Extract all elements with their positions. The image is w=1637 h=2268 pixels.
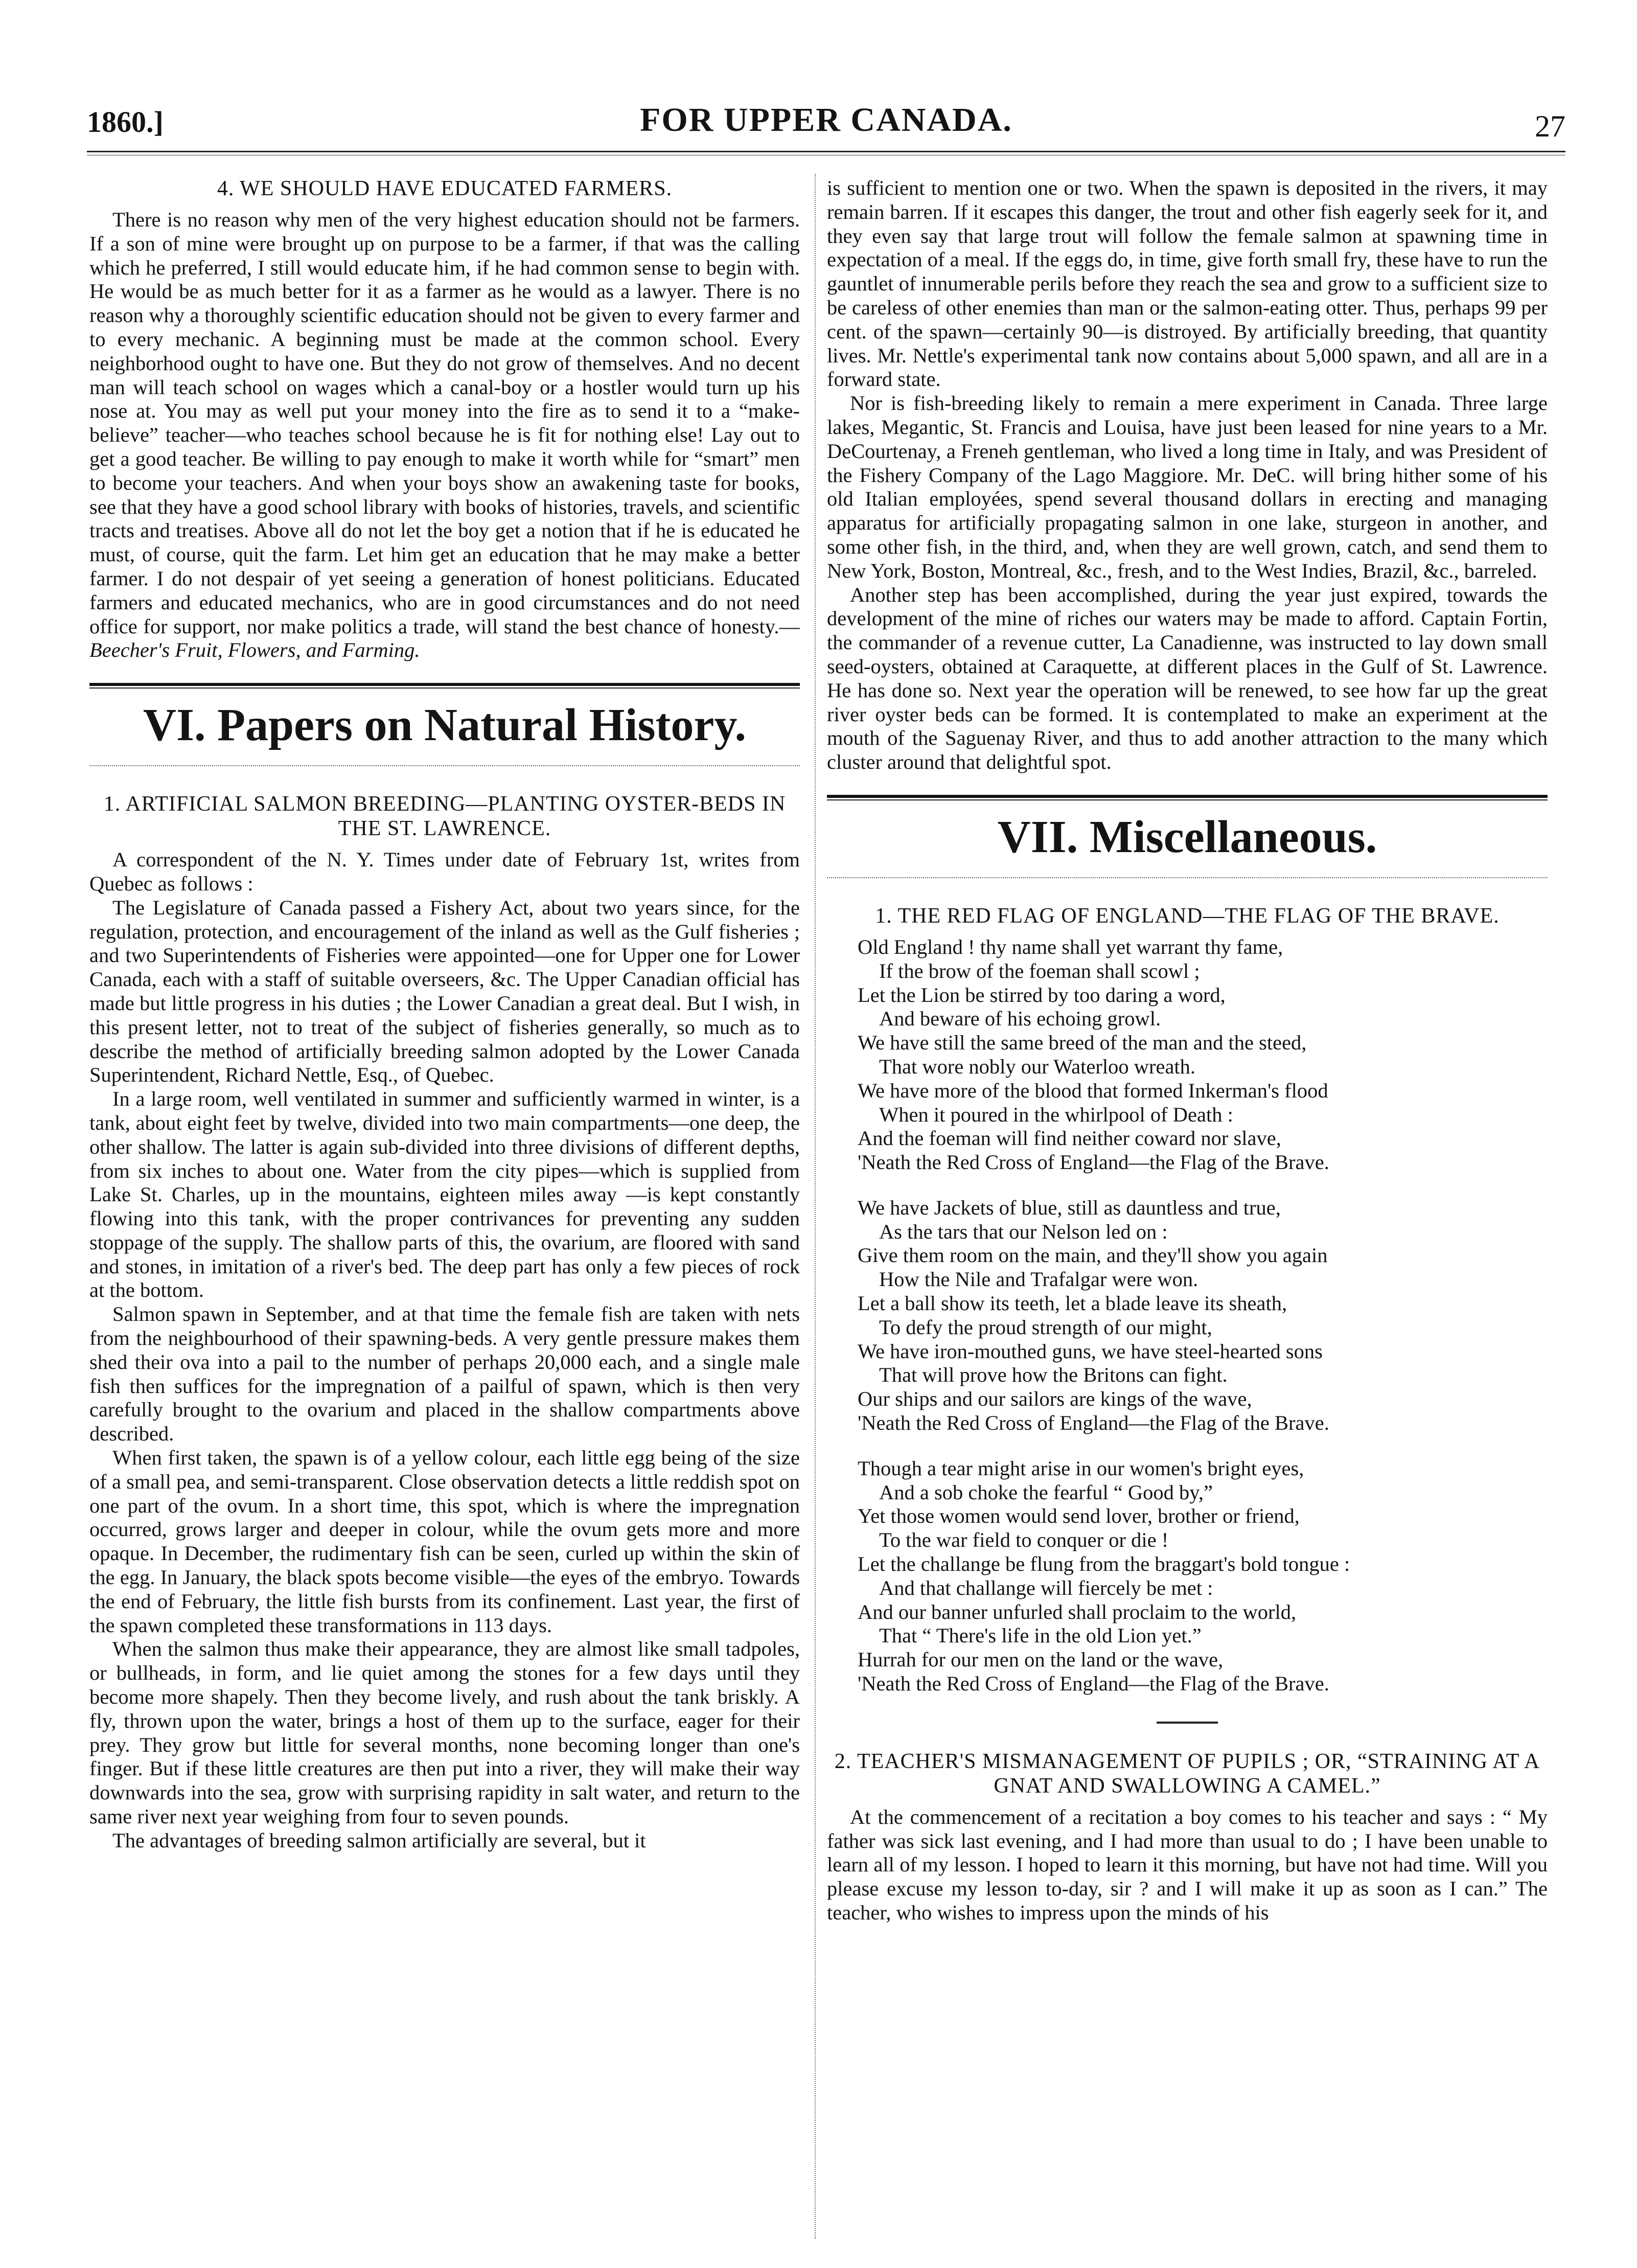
poem-line: Let the challange be flung from the braggart's bold tongue : [858, 1552, 1350, 1576]
poem-line: To the war field to conquer or die ! [879, 1528, 1169, 1552]
poem-line: If the brow of the foeman shall scowl ; [879, 959, 1200, 982]
poem-line: Let a ball show its teeth, let a blade leave its sheath, [858, 1292, 1287, 1315]
left-column [89, 176, 800, 2247]
poem-line: How the Nile and Trafalgar were won. [879, 1268, 1198, 1291]
paragraph-text: There is no reason why men of the very highest education should not be farmers. If a son of mine were brought up on purpose to be a farmer, if that was the calling which he preferred, I still would educate him, if he had common sense to begin with. He would be as much better for it as a farmer as he would as a lawyer. There is no reason why a thoroughly scientific education should not be given to every farmer and to every mechanic. A beginning must be made at the common school. Every neighborhood ought to have one. But they do not grow of themselves. And no decent man will teach school on wages which a canal-boy or a hostler would turn up his nose at. You may as well put your money into the fire as to send it to a “make-believe” teacher—who teaches school because he is fit for nothing else! Lay out to get a good teacher. Be willing to pay enough to make it worth while for “smart” men to become your teachers. And when your boys show an awakening taste for books, see that they have a good school library with books of histories, travels, and scientific tracts and treatises. Above all do not let the boy get a notion that if he is educated he must, of course, quit the farm. Let him get an education that he may make a better farmer. I do not despair of yet seeing a generation of honest politicians. Educated farmers and educated mechanics, who are in good circumstances and do not need office for support, nor make politics a trade, will stand the best chance of honesty.— [89, 208, 800, 638]
source-credit: Beecher's Fruit, Flowers, and Farming. [89, 638, 420, 662]
poem-line: 'Neath the Red Cross of England—the Flag of the Brave. [858, 1151, 1329, 1174]
section-rule-thick [89, 683, 800, 686]
poem-line: When it poured in the whirlpool of Death : [879, 1103, 1233, 1126]
poem-line: And a sob choke the fearful “ Good by,” [879, 1480, 1213, 1504]
paragraph-salmon-cont-2: Nor is fish-breeding likely to remain a mere experiment in Canada. Three large lakes, Megantic, St. Francis and Louisa, have just been leased for nine years to a Mr. DeCourtenay, a Freneh gentleman, who lived a long time in Italy, and was President of the Fishery Company of the Lago Maggiore. Mr. DeC. will bring hither some of his old Italian employées, spend several thousand dollars in erecting and managing apparatus for artificially propagating salmon in one lake, sturgeon in another, and some other fish, in the third, and, when they are well grown, catch, and send them to New York, Boston, Montreal, &c., fresh, and to the West Indies, Brazil, &c., barreled. [827, 392, 1548, 582]
header-rule [87, 151, 1565, 152]
section-title-educated-farmers: 4. WE SHOULD HAVE EDUCATED FARMERS. [217, 177, 673, 200]
poem-line: We have still the same breed of the man and the steed, [858, 1031, 1307, 1055]
section-title-red-flag: 1. THE RED FLAG OF ENGLAND—THE FLAG OF THE BRAVE. [875, 904, 1500, 928]
section-rule-thin [827, 799, 1548, 800]
part-vi-title: VI. Papers on Natural History. [143, 700, 746, 751]
poem-line: Let the Lion be stirred by too daring a word, [858, 983, 1226, 1006]
part-vii-rule [827, 877, 1548, 878]
poem-line: Give them room on the main, and they'll show you again [858, 1244, 1328, 1267]
paragraph-teacher: At the commencement of a recitation a boy comes to his teacher and says : “ My father was sick last evening, and I had more than usual to do ; I have been unable to learn all of my lesson. I hoped to learn it this morning, but have not had time. Will you please excuse my lesson to-day, sir ? and I will make it up as soon as I can.” The teacher, who wishes to impress upon the minds of his [827, 1805, 1548, 1925]
poem-line: Our ships and our sailors are kings of the wave, [858, 1387, 1252, 1411]
paragraph-salmon-3: In a large room, well ventilated in summer and sufficiently warmed in winter, is a tank, about eight feet by twelve, divided into two main compartments—one deep, the other shallow. The latter is again sub-divided into three divisions of different depths, from six inches to about one. Water from the city pipes—which is supplied from Lake St. Charles, up in the mountains, eighteen miles away —is kept constantly flowing into this tank, with the proper contrivances for preventing any sudden stoppage of the supply. The shallow parts of this, the ovarium, are floored with sand and stones, in imitation of a river's bed. The deep part has only a few pieces of rock at the bottom. [89, 1087, 800, 1302]
header-year: 1860.] [87, 105, 164, 139]
poem-line: That wore nobly our Waterloo wreath. [879, 1055, 1196, 1078]
poem-line: Hurrah for our men on the land or the wave, [858, 1648, 1224, 1671]
poem-line: That “ There's life in the old Lion yet.” [879, 1624, 1202, 1647]
part-vii-title: VII. Miscellaneous. [997, 811, 1377, 862]
poem-line: Old England ! thy name shall yet warrant thy fame, [858, 935, 1283, 958]
poem-line: 'Neath the Red Cross of England—the Flag of the Brave. [858, 1672, 1329, 1696]
section-separator [1157, 1722, 1218, 1724]
paragraph-salmon-1: A correspondent of the N. Y. Times under date of February 1st, writes from Quebec as follows : [89, 848, 800, 895]
paragraph-salmon-6: When the salmon thus make their appearance, they are almost like small tadpoles, or bullheads, in form, and lie quiet among the stones for a few days until they become more shapely. Then they become lively, and rush about the tank briskly. A fly, thrown upon the water, brings a host of them up to the surface, eager for their prey. They grow but little for several months, none becoming longer than one's finger. But if these little creatures are then put into a river, they will make their way downwards into the sea, grow with surprising rapidity in salt water, and return to the same river next year weighing from four to seven pounds. [89, 1637, 800, 1828]
paragraph-salmon-4: Salmon spawn in September, and at that time the female fish are taken with nets from the neighbourhood of their spawning-beds. A very gentle pressure makes them shed their ova into a pail to the number of perhaps 20,000 each, and a single male fish then suffices for the impregnation of a pailful of spawn, which is then very carefully brought to the ovarium and placed in the shallow compartments above described. [89, 1302, 800, 1446]
header-title: FOR UPPER CANADA. [640, 101, 1012, 139]
page-number: 27 [1535, 109, 1565, 143]
poem-line: As the tars that our Nelson led on : [879, 1220, 1168, 1243]
part-vi-rule [89, 765, 800, 766]
poem-line: We have iron-mouthed guns, we have steel-hearted sons [858, 1339, 1323, 1363]
poem-line: We have Jackets of blue, still as dauntless and true, [858, 1196, 1281, 1219]
paragraph-salmon-7: The advantages of breeding salmon artificially are several, but it [112, 1828, 646, 1852]
poem-line: And that challange will fiercely be met : [879, 1576, 1213, 1599]
section-title-teacher: 2. TEACHER'S MISMANAGEMENT OF PUPILS ; OR, “STRAINING AT A GNAT AND SWALLOWING A CAMEL.” [834, 1749, 1540, 1798]
poem-line: And the foeman will find neither coward nor slave, [858, 1127, 1281, 1150]
poem-line: And beware of his echoing growl. [879, 1007, 1161, 1030]
paragraph-salmon-cont-3: Another step has been accomplished, during the year just expired, towards the development of the mine of riches our waters may be made to afford. Captain Fortin, the commander of a revenue cutter, La Canadienne, was instructed to lay down small seed-oysters, obtained at Caraquette, at different places in the Gulf of St. Lawrence. He has done so. Next year the operation will be renewed, to see how far up the great river oyster beds can be formed. It is contemplated to make an experiment at the mouth of the Saguenay River, and thus to add another attraction to the many which cluster around that delightful spot. [827, 583, 1548, 774]
section-rule-thick [827, 795, 1548, 798]
poem-line: That will prove how the Britons can fight. [879, 1363, 1228, 1387]
poem-stanza-3 [858, 1457, 1548, 1696]
column-divider [815, 174, 816, 2239]
poem-stanza-2 [858, 1196, 1548, 1435]
poem-line: Though a tear might arise in our women's bright eyes, [858, 1456, 1304, 1480]
poem-line: Yet those women would send lover, brother or friend, [858, 1504, 1300, 1528]
section-title-salmon: 1. ARTIFICIAL SALMON BREEDING—PLANTING OYSTER-BEDS IN THE ST. LAWRENCE. [103, 792, 786, 841]
poem-stanza-1 [858, 935, 1548, 1175]
page-header [87, 89, 1565, 146]
poem-line: We have more of the blood that formed Inkerman's flood [858, 1079, 1328, 1102]
poem-line: To defy the proud strength of our might, [879, 1315, 1212, 1339]
paragraph-educated-farmers [89, 208, 800, 662]
right-column [827, 176, 1548, 2247]
poem-red-flag [858, 935, 1548, 1696]
paragraph-salmon-2: The Legislature of Canada passed a Fishery Act, about two years since, for the regulation, protection, and encouragement of the inland as well as the Gulf fisheries ; and two Superintendents of Fisheries were appointed—one for Upper one for Lower Canada, each with a staff of suitable overseers, &c. The Upper Canadian official has made but little progress in his duties ; the Lower Canadian a great deal. But I wish, in this present letter, not to treat of the subject of fisheries generally, so much as to describe the method of artificially breeding salmon adopted by the Lower Canada Superintendent, Richard Nettle, Esq., of Quebec. [89, 896, 800, 1087]
paragraph-salmon-5: When first taken, the spawn is of a yellow colour, each little egg being of the size of a small pea, and semi-transparent. Close observation detects a little reddish spot on one part of the ovum. In a short time, this spot, which is where the impregnation occurred, grows larger and deeper in colour, while the ovum gets more and more opaque. In December, the rudimentary fish can be seen, curled up within the skin of the egg. In January, the black spots become visible—the eyes of the embryo. Towards the end of February, the little fish bursts from its confinement. Last year, the first of the spawn completed these transformations in 113 days. [89, 1446, 800, 1637]
poem-line: And our banner unfurled shall proclaim to the world, [858, 1600, 1297, 1623]
poem-line: 'Neath the Red Cross of England—the Flag of the Brave. [858, 1411, 1329, 1435]
section-rule-thin [89, 688, 800, 689]
paragraph-salmon-cont-1: is sufficient to mention one or two. When the spawn is deposited in the rivers, it may remain barren. If it escapes this danger, the trout and other fish eagerly seek for it, and they even say that large trout will follow the female salmon at spawning time in expectation of a meal. If the eggs do, in time, give forth small fry, these have to run the gauntlet of innumerable perils before they reach the sea and grow to a sufficient size to be careless of other enemies than man or the salmon-eating otter. Thus, perhaps 99 per cent. of the spawn—certainly 90—is distroyed. By artificially breeding, that quantity lives. Mr. Nettle's experimental tank now contains about 5,000 spawn, and all are in a forward state. [827, 176, 1548, 391]
